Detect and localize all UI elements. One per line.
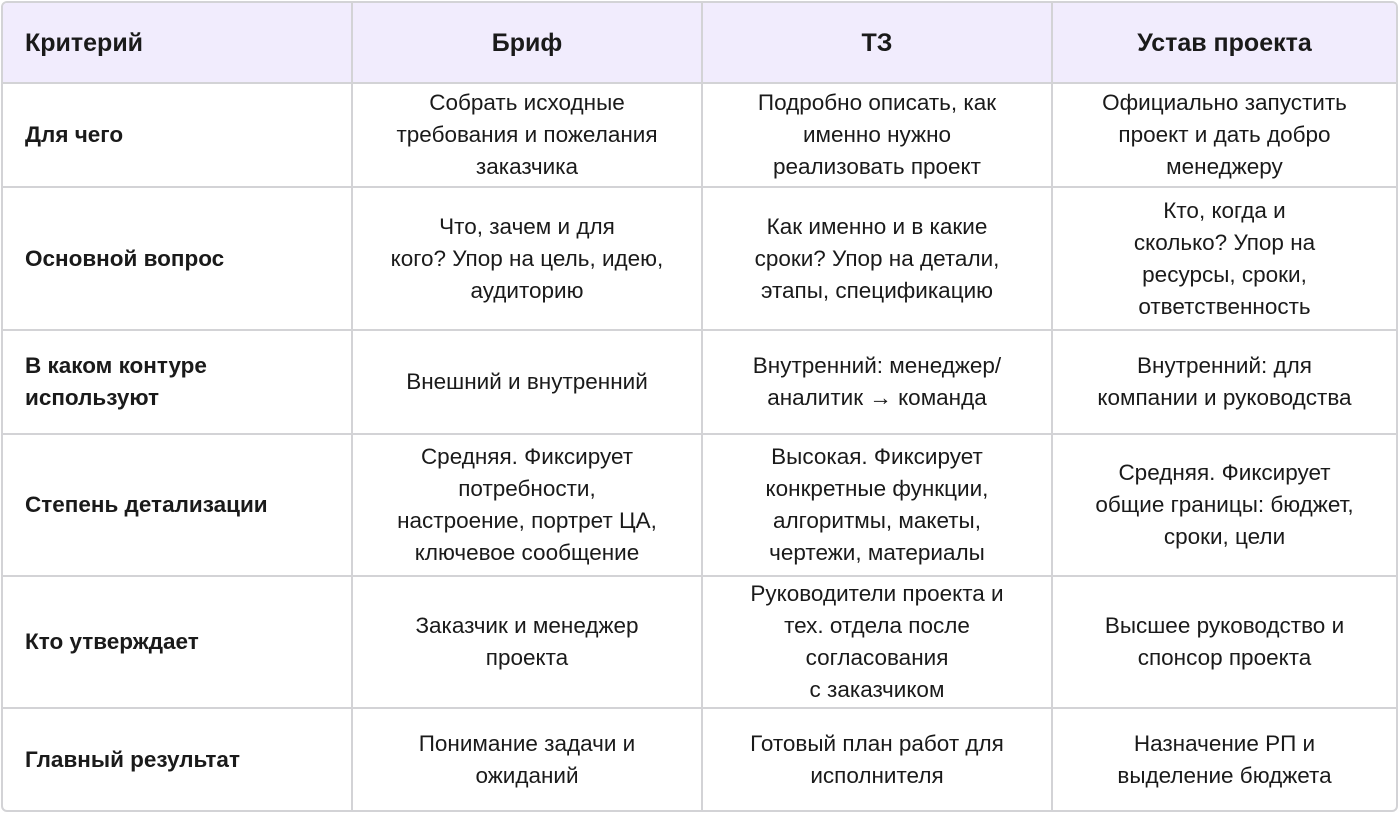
cell-brief: Внешний и внутренний (353, 331, 703, 435)
row-label: Главный результат (3, 709, 353, 810)
row-label: Для чего (3, 84, 353, 188)
cell-brief: Средняя. Фиксирует потребности, настроение, портрет ЦА, ключевое сообщение (353, 435, 703, 577)
cell-charter: Назначение РП и выделение бюджета (1117, 730, 1332, 788)
cell-tz: Внутренний: менеджер/ аналитик → команда (703, 331, 1053, 435)
comparison-table (1, 1, 1398, 812)
header-criterion: Критерий (3, 3, 353, 84)
cell-tz: Подробно описать, как именно нужно реализовать проект (703, 84, 1053, 188)
cell-tz: Готовый план работ для исполнителя (703, 709, 1053, 810)
cell-tz: Высокая. Фиксирует конкретные функции, алгоритмы, макеты, чертежи, материалы (703, 435, 1053, 577)
cell-charter: Внутренний: для компании и руководства (1053, 331, 1396, 435)
cell-brief: Понимание задачи и ожиданий (353, 709, 703, 810)
row-label: Кто утверждает (3, 577, 353, 709)
cell-charter: Средняя. Фиксирует общие границы: бюджет, сроки, цели (1053, 435, 1396, 577)
cell-charter: Высшее руководство и спонсор проекта (1053, 577, 1396, 709)
cell-brief: Собрать исходные требования и пожелания заказчика (353, 84, 703, 188)
row-label: Степень детализации (3, 435, 353, 577)
row-label: В каком контуре используют (3, 331, 353, 435)
header-brief: Бриф (353, 3, 703, 84)
row-label: Основной вопрос (3, 188, 353, 331)
cell-tz: Руководители проекта и тех. отдела после согласования с заказчиком (703, 577, 1053, 709)
header-tz: ТЗ (703, 3, 1053, 84)
cell-charter: Официально запустить проект и дать добро менеджеру (1053, 84, 1396, 188)
cell-brief: Что, зачем и для кого? Упор на цель, идею, аудиторию (353, 188, 703, 331)
cell-brief: Заказчик и менеджер проекта (353, 577, 703, 709)
cell-charter: Кто, когда и сколько? Упор на ресурсы, сроки, ответственность (1053, 188, 1396, 331)
header-charter: Устав проекта (1053, 3, 1396, 84)
cell-tz: Как именно и в какие сроки? Упор на детали, этапы, спецификацию (703, 188, 1053, 331)
